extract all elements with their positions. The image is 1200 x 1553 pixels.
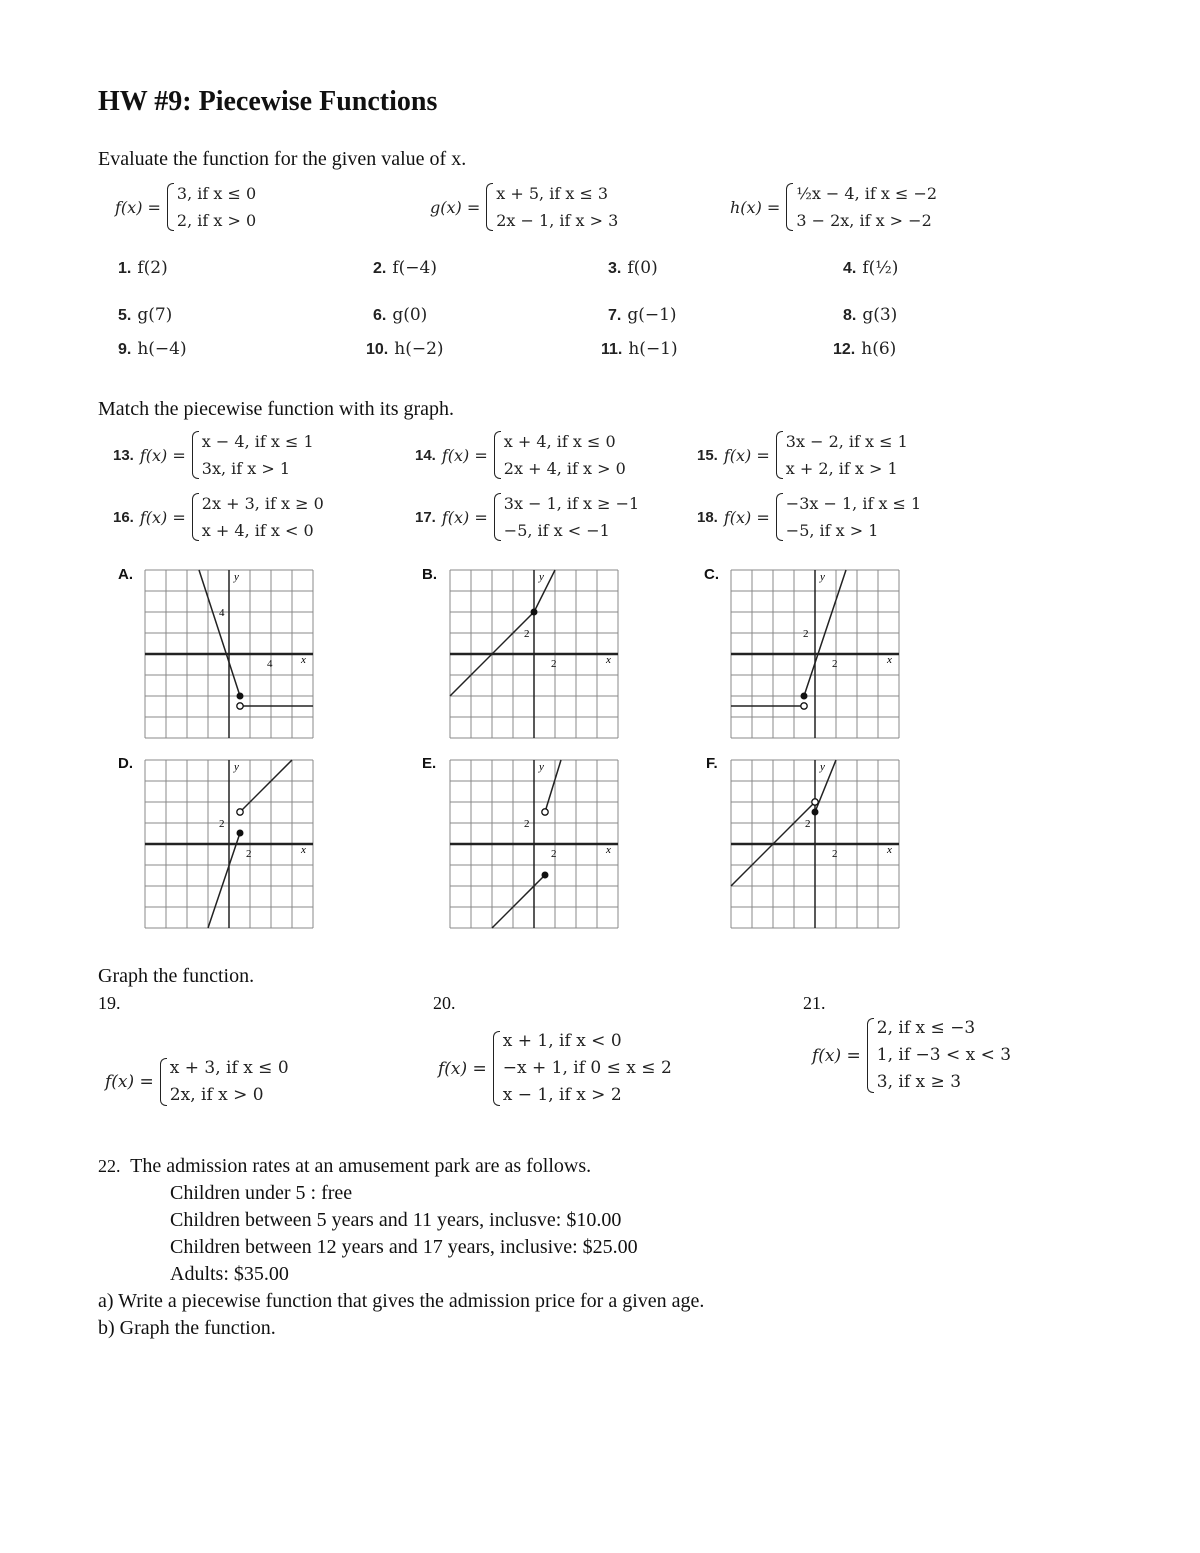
match-function-15 — [697, 428, 908, 482]
problem-number: 7. — [608, 307, 622, 324]
rate-line: Children under 5 : free — [170, 1182, 353, 1204]
open-point — [542, 809, 548, 815]
piece-row: 3x − 2, if x ≤ 1 — [785, 432, 908, 451]
y-tick-label: 2 — [219, 818, 225, 830]
problem-expression: h(−1) — [628, 339, 678, 359]
piecewise-brace — [167, 180, 256, 234]
function-lhs: f(x) = — [441, 507, 488, 527]
problem-number: 8. — [843, 307, 857, 324]
problem-3 — [608, 258, 658, 278]
part-b: b) Graph the function. — [98, 1317, 276, 1339]
graph-line — [492, 875, 545, 928]
piece-row: x + 4, if x < 0 — [201, 521, 314, 540]
piece-row: 3x − 1, if x ≥ −1 — [503, 494, 640, 513]
piecewise-brace — [494, 428, 626, 482]
piece-row: x + 5, if x ≤ 3 — [496, 184, 609, 203]
x-axis-label: x — [606, 654, 611, 666]
piece-row: 3x, if x > 1 — [201, 459, 291, 478]
x-tick-label: 2 — [832, 848, 838, 860]
problem-number: 11. — [601, 341, 623, 358]
problem-number: 14. — [415, 446, 436, 464]
open-point — [237, 809, 243, 815]
open-point — [801, 703, 807, 709]
function-lhs: f(x) = — [812, 1045, 861, 1066]
problem-expression: g(−1) — [627, 305, 677, 325]
graph-line — [545, 760, 561, 812]
piece-row: 2x + 4, if x > 0 — [503, 459, 626, 478]
piece-row: 1, if −3 < x < 3 — [876, 1045, 1012, 1065]
function-lhs: f(x) = — [139, 507, 186, 527]
piece-row: 3, if x ≤ 0 — [176, 184, 257, 203]
y-tick-label: 2 — [805, 818, 811, 830]
y-tick-label: 4 — [219, 607, 225, 619]
closed-point — [801, 693, 808, 700]
y-tick-label: 2 — [524, 628, 530, 640]
x-axis-label: x — [301, 654, 306, 666]
piecewise-brace — [493, 1028, 672, 1109]
piecewise-brace — [192, 428, 314, 482]
problem-expression: h(−2) — [394, 339, 444, 359]
problem-expression: h(−4) — [137, 339, 187, 359]
x-tick-label: 4 — [267, 658, 273, 670]
y-axis-label: y — [234, 761, 239, 773]
function-lhs: f(x) = — [723, 507, 770, 527]
closed-point — [237, 830, 244, 837]
match-function-18 — [697, 490, 921, 544]
problem-11 — [601, 339, 678, 359]
y-axis-label: y — [234, 571, 239, 583]
open-point — [812, 799, 818, 805]
x-tick-label: 2 — [551, 848, 557, 860]
x-axis-label: x — [606, 844, 611, 856]
problem-1 — [118, 258, 168, 278]
graph-label-d: D. — [118, 755, 133, 772]
word-problem — [98, 1153, 704, 1342]
piece-row: 2x − 1, if x > 3 — [496, 211, 619, 230]
problem-expression: g(3) — [862, 305, 898, 325]
function-lhs: f(x) = — [115, 197, 161, 217]
word-problem-intro-line — [98, 1153, 704, 1180]
graph-e — [450, 760, 618, 928]
piece-row: 3 − 2x, if x > −2 — [796, 211, 932, 230]
graph-function-21 — [812, 1015, 1011, 1096]
problem-expression: g(7) — [137, 305, 173, 325]
piece-row: x + 1, if x < 0 — [502, 1031, 622, 1051]
rate-line: Children between 12 years and 17 years, inclusive: $25.00 — [170, 1236, 638, 1258]
function-lhs: g(x) = — [430, 197, 481, 217]
problem-19-number: 19. — [98, 993, 121, 1013]
graph-c — [731, 570, 899, 738]
section2-instruction: Match the piecewise function with its graph. — [98, 398, 455, 420]
problem-4 — [843, 258, 898, 278]
piece-row: x + 2, if x > 1 — [785, 459, 898, 478]
piece-row: x − 1, if x > 2 — [502, 1085, 622, 1105]
function-lhs: f(x) = — [723, 445, 770, 465]
section3-instruction: Graph the function. — [98, 965, 255, 987]
graph-label-f: F. — [706, 755, 718, 772]
graph-line — [208, 833, 240, 928]
problem-7 — [608, 305, 677, 325]
problem-21-number: 21. — [803, 993, 826, 1013]
piece-row: 2x + 3, if x ≥ 0 — [201, 494, 324, 513]
problem-10 — [366, 339, 444, 359]
problem-20-number: 20. — [433, 993, 456, 1013]
graph-f — [731, 760, 899, 928]
problem-number: 1. — [118, 260, 132, 277]
function-lhs: h(x) = — [730, 197, 781, 217]
function-lhs: f(x) = — [441, 445, 488, 465]
problem-expression: f(0) — [627, 258, 658, 278]
y-axis-label: y — [820, 571, 825, 583]
problem-expression: h(6) — [861, 339, 897, 359]
piecewise-brace — [192, 490, 324, 544]
y-tick-label: 2 — [524, 818, 530, 830]
graph-b — [450, 570, 618, 738]
graph-label-e: E. — [422, 755, 437, 772]
graph-a — [145, 570, 313, 738]
function-lhs: f(x) = — [438, 1058, 487, 1079]
piecewise-brace — [867, 1015, 1011, 1096]
problem-5 — [118, 305, 172, 325]
function-f-definition — [115, 180, 256, 234]
rate-line: Children between 5 years and 11 years, inclusve: $10.00 — [170, 1209, 622, 1231]
section1-instruction: Evaluate the function for the given value of x. — [98, 148, 467, 170]
problem-9 — [118, 339, 187, 359]
problem-number: 16. — [113, 508, 134, 526]
graph-label-c: C. — [704, 566, 719, 583]
rate-line: Adults: $35.00 — [170, 1263, 289, 1285]
problem-8 — [843, 305, 897, 325]
part-a: a) Write a piecewise function that gives the admission price for a given age. — [98, 1290, 705, 1312]
graph-label-b: B. — [422, 566, 437, 583]
y-axis-label: y — [820, 761, 825, 773]
word-problem-intro: The admission rates at an amusement park are as follows. — [130, 1155, 592, 1177]
function-g-definition — [430, 180, 618, 234]
x-axis-label: x — [887, 844, 892, 856]
problem-12 — [833, 339, 896, 359]
piece-row: x − 4, if x ≤ 1 — [201, 432, 314, 451]
page-title: HW #9: Piecewise Functions — [98, 86, 438, 117]
problem-expression: f(−4) — [392, 258, 437, 278]
function-h-definition — [730, 180, 937, 234]
piece-row: 3, if x ≥ 3 — [876, 1072, 962, 1092]
problem-number: 12. — [833, 341, 856, 358]
problem-expression: f(½) — [862, 258, 899, 278]
open-point — [237, 703, 243, 709]
y-tick-label: 2 — [803, 628, 809, 640]
problem-number: 5. — [118, 307, 132, 324]
x-tick-label: 2 — [832, 658, 838, 670]
piecewise-brace — [160, 1055, 289, 1109]
piece-row: 2x, if x > 0 — [169, 1085, 264, 1105]
piece-row: 2, if x ≤ −3 — [876, 1018, 976, 1038]
graph-label-a: A. — [118, 566, 133, 583]
x-tick-label: 2 — [551, 658, 557, 670]
piecewise-brace — [776, 428, 908, 482]
closed-point — [542, 872, 549, 879]
piecewise-brace — [486, 180, 618, 234]
graph-function-20 — [438, 1028, 672, 1109]
match-function-14 — [415, 428, 626, 482]
x-tick-label: 2 — [246, 848, 252, 860]
graph-line — [240, 760, 292, 812]
piece-row: 2, if x > 0 — [176, 211, 257, 230]
piece-row: −3x − 1, if x ≤ 1 — [785, 494, 922, 513]
match-function-13 — [113, 428, 314, 482]
problem-number: 4. — [843, 260, 857, 277]
y-axis-label: y — [539, 761, 544, 773]
closed-point — [812, 809, 819, 816]
piece-row: x + 3, if x ≤ 0 — [169, 1058, 289, 1078]
match-function-17 — [415, 490, 639, 544]
problem-2 — [373, 258, 437, 278]
closed-point — [237, 693, 244, 700]
problem-number: 15. — [697, 446, 718, 464]
graph-function-19 — [105, 1055, 289, 1109]
problem-number: 13. — [113, 446, 134, 464]
problem-number: 17. — [415, 508, 436, 526]
problem-number: 10. — [366, 341, 389, 358]
function-lhs: f(x) = — [105, 1072, 154, 1092]
problem-number: 22. — [98, 1156, 121, 1176]
match-function-16 — [113, 490, 324, 544]
problem-number: 2. — [373, 260, 387, 277]
problem-expression: f(2) — [137, 258, 168, 278]
problem-number: 6. — [373, 307, 387, 324]
closed-point — [531, 609, 538, 616]
function-lhs: f(x) = — [139, 445, 186, 465]
problem-expression: g(0) — [392, 305, 428, 325]
piece-row: ½x − 4, if x ≤ −2 — [796, 184, 938, 203]
piece-row: x + 4, if x ≤ 0 — [503, 432, 616, 451]
x-axis-label: x — [887, 654, 892, 666]
piece-row: −5, if x < −1 — [503, 521, 610, 540]
piece-row: −x + 1, if 0 ≤ x ≤ 2 — [502, 1058, 672, 1078]
piecewise-brace — [494, 490, 639, 544]
problem-number: 3. — [608, 260, 622, 277]
graph-d — [145, 760, 313, 928]
problem-number: 9. — [118, 341, 132, 358]
problem-number: 18. — [697, 508, 718, 526]
piece-row: −5, if x > 1 — [785, 521, 879, 540]
x-axis-label: x — [301, 844, 306, 856]
problem-6 — [373, 305, 427, 325]
y-axis-label: y — [539, 571, 544, 583]
piecewise-brace — [776, 490, 921, 544]
piecewise-brace — [786, 180, 937, 234]
